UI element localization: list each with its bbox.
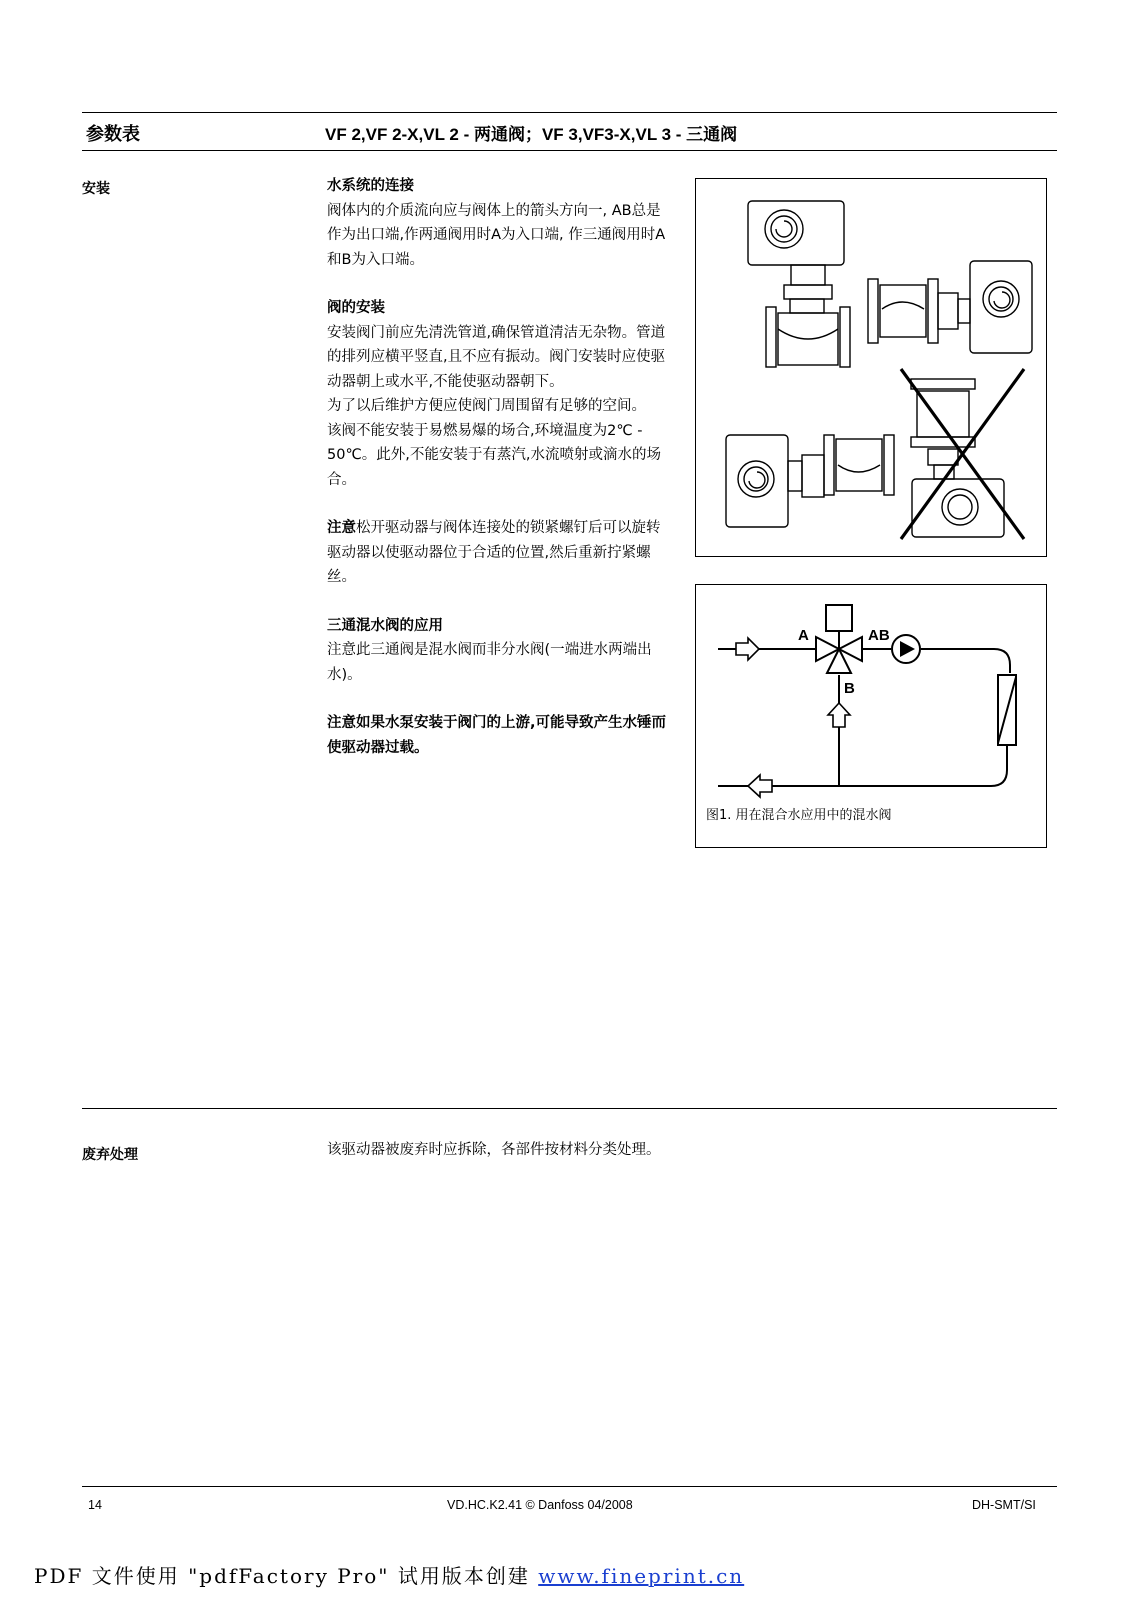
- disposal-rule: [82, 1108, 1057, 1109]
- mounting-orientation-drawing: [696, 179, 1046, 556]
- pdf-creator-note: [34, 1560, 744, 1589]
- header-top-rule: [82, 112, 1057, 113]
- valve-actuator-right: [868, 261, 1032, 353]
- mixing-text: 注意此三通阀是混水阀而非分水阀(一端进水两端出水)。: [327, 642, 652, 683]
- department-code: DH-SMT/SI: [972, 1498, 1036, 1512]
- valve-actuator-left: [726, 435, 894, 527]
- water-connection-title: 水系统的连接: [327, 178, 414, 194]
- return-arrow-icon: [748, 775, 772, 797]
- page-title: 参数表: [86, 124, 140, 145]
- fineprint-link[interactable]: www.fineprint.cn: [538, 1564, 745, 1588]
- section-label-disposal: 废弃处理: [82, 1147, 138, 1163]
- not-allowed-cross-icon: [901, 369, 1024, 539]
- port-ab-label: AB: [868, 627, 890, 644]
- mixing-valve-schematic: [696, 585, 1046, 847]
- pump-warning: 注意如果水泵安装于阀门的上游,可能导致产生水锤而使驱动器过载。: [327, 715, 667, 756]
- water-connection-block: [327, 174, 672, 272]
- page-subtitle: VF 2,VF 2-X,VL 2 - 两通阀；VF 3,VF3-X,VL 3 - 三通阀: [325, 125, 738, 144]
- port-b-label: B: [844, 680, 855, 697]
- footer-rule: [82, 1486, 1057, 1487]
- valve-install-title: 阀的安装: [327, 300, 385, 316]
- actuator-note: [327, 516, 672, 590]
- port-a-label: A: [798, 627, 809, 644]
- figure-caption: 图1. 用在混合水应用中的混水阀: [706, 808, 892, 823]
- installation-text-column: [327, 174, 672, 784]
- mixing-valve-figure: [695, 584, 1047, 848]
- header-bottom-rule: [82, 150, 1057, 151]
- page-number: 14: [88, 1498, 102, 1512]
- document-reference: VD.HC.K2.41 © Danfoss 04/2008: [447, 1498, 633, 1512]
- disposal-text: 该驱动器被废弃时应拆除，各部件按材料分类处理。: [327, 1142, 661, 1158]
- mixing-title: 三通混水阀的应用: [327, 617, 443, 634]
- water-connection-text: 阀体内的介质流向应与阀体上的箭头方向一, AB总是作为出口端,作两通阀用时A为入口端, 作三通阀用时A和B为入口端。: [327, 202, 666, 268]
- mixing-block: [327, 614, 672, 688]
- valve-install-block: [327, 296, 672, 492]
- valve-install-paragraph-1: 安装阀门前应先清洗管道,确保管道清洁无杂物。管道的排列应横平竖直,且不应有振动。阀门安装时应使驱动器朝上或水平,不能使驱动器朝下。: [327, 324, 666, 390]
- actuator-symbol: [826, 605, 852, 631]
- pump-warning-block: [327, 711, 672, 760]
- valve-install-paragraph-2: 为了以后维护方便应使阀门周围留有足够的空间。: [327, 398, 646, 414]
- actuator-note-block: [327, 516, 672, 590]
- note-label: 注意: [327, 520, 356, 536]
- section-label-installation: 安装: [82, 181, 110, 197]
- valve-actuator-up: [748, 201, 850, 367]
- inflow-arrow-icon: [736, 638, 759, 660]
- note-text: 松开驱动器与阀体连接处的锁紧螺钉后可以旋转驱动器以使驱动器位于合适的位置,然后重新拧紧螺丝。: [327, 520, 661, 585]
- mounting-orientation-figure: [695, 178, 1047, 557]
- pump-icon: [892, 635, 920, 663]
- valve-install-paragraph-3: 该阀不能安装于易燃易爆的场合,环境温度为2℃ - 50℃。此外,不能安装于有蒸汽,水流喷射或滴水的场合。: [327, 422, 661, 488]
- pdf-note-text: PDF 文件使用 "pdfFactory Pro" 试用版本创建: [34, 1564, 539, 1588]
- bypass-flow-arrow-icon: [828, 703, 850, 727]
